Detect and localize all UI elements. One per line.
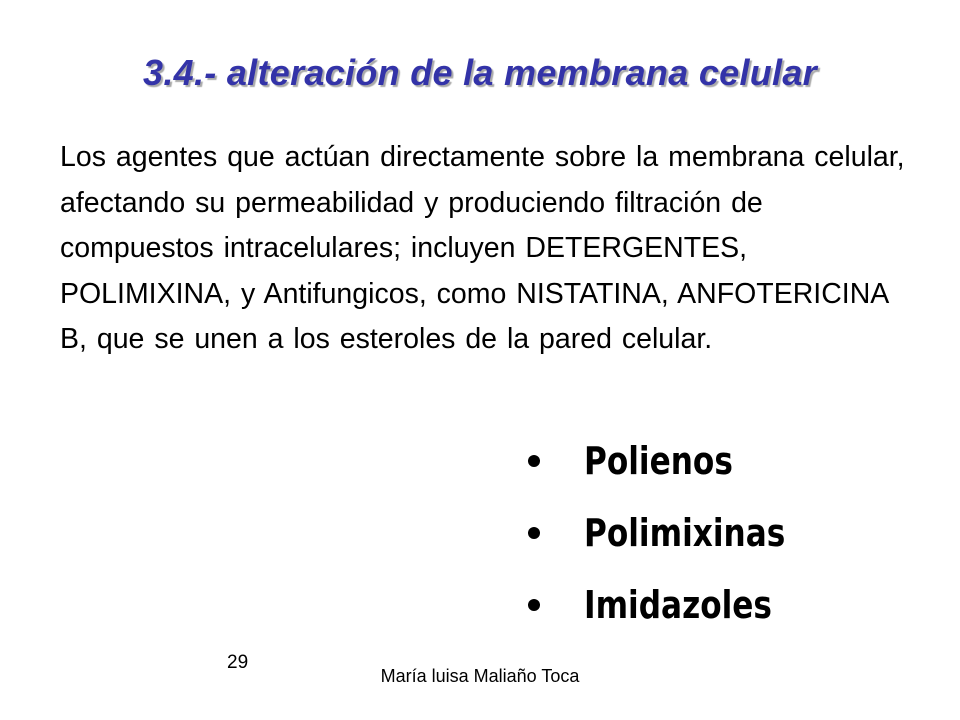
bullet-icon	[528, 527, 540, 539]
slide-title: 3.4.- alteración de la membrana celular	[143, 52, 817, 93]
bullet-list	[512, 425, 804, 641]
page-number: 29	[227, 652, 249, 673]
bullet-list-image	[512, 425, 804, 640]
bullet-icon	[528, 599, 540, 611]
list-item-label: Polienos	[584, 439, 733, 483]
list-item-label: Polimixinas	[584, 511, 786, 555]
list-item-label: Imidazoles	[584, 583, 772, 627]
body-paragraph: Los agentes que actúan directamente sobre la membrana celular, afectando su permeabilidad y produciendo filtración de compuestos intracelulares; incluyen DETERGENTES, POLIMIXINA, y Antifungicos, como NISTATINA, ANFOTERICINA B, que se unen a los esteroles de la pared celular.	[60, 141, 905, 355]
footer-author: María luisa Maliaño Toca	[380, 666, 580, 686]
bullet-icon	[528, 455, 540, 467]
list-item	[512, 425, 804, 497]
list-item	[512, 569, 804, 641]
list-item	[512, 497, 804, 569]
